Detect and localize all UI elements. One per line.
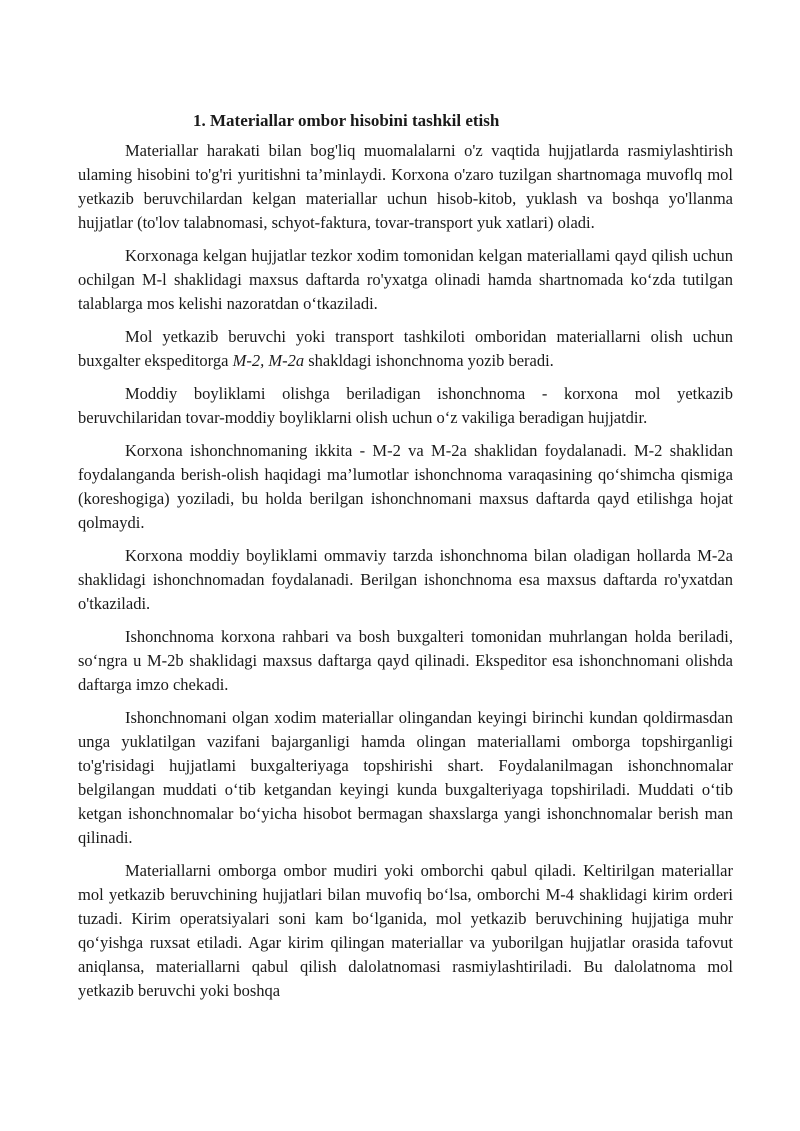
form-m2-label: M-2 <box>232 351 261 370</box>
paragraph-7: Ishonchnoma korxona rahbari va bosh buxgalteri tomonidan muhrlangan holda beriladi, so‘ngra u M-2b shaklidagi maxsus daftarga qayd qilinadi. Ekspeditor esa ishonchnomani olishda daftarga imzo chekadi. <box>78 627 733 694</box>
paragraph-3-text-after: shakldagi ishonchnoma yozib beradi. <box>304 351 554 370</box>
paragraph-8: Ishonchnomani olgan xodim materiallar olingandan keyingi birinchi kundan qoldirmasdan unga yuklatilgan vazifani bajarganligi hamda olingan materiallami omborga topshirganligi to'g'risidagi hujjatlami buxgalteriyaga topshirishi shart. Foydalanilmagan ishonchnomalar belgilangan muddati o‘tib ketgandan keyingi kunda buxgalteriyaga topshiriladi. Muddati o‘tib ketgan ishonchnomalar bo‘yicha hisobot bermagan shaxslarga yangi ishonchnomalar berish man qilinadi. <box>78 708 733 847</box>
paragraph-4: Moddiy boyliklami olishga beriladigan ishonchnoma - korxona mol yetkazib beruvchilaridan tovar-moddiy boyliklarni olish uchun o‘z vakiliga beradigan hujjatdir. <box>78 384 733 427</box>
form-separator: , <box>260 351 269 370</box>
form-m2a-label: M-2a <box>268 351 305 370</box>
paragraph-3-text-before: Mol yetkazib beruvchi yoki transport tashkiloti omboridan materiallarni olish uchun buxgalter ekspeditorga <box>78 327 733 370</box>
paragraph-2: Korxonaga kelgan hujjatlar tezkor xodim tomonidan kelgan materiallami qayd qilish uchun ochilgan M-l shaklidagi maxsus daftarda ro'yxatga olinadi hamda shartnomada ko‘zda tutilgan talablarga mos kelishi nazoratdan o‘tkaziladi. <box>78 246 733 313</box>
paragraph-5: Korxona ishonchnomaning ikkita - M-2 va M-2a shaklidan foydalanadi. M-2 shaklidan foydalanganda berish-olish haqidagi ma’lumotlar ishonchnoma varaqasining qo‘shimcha qismiga (koreshogiga) yoziladi, bu holda berilgan ishonchnomani maxsus daftarda qayd etilishga hojat qolmaydi. <box>78 441 733 532</box>
section-heading: 1. Materiallar ombor hisobini tashkil etish <box>193 111 500 130</box>
paragraph-1: Materiallar harakati bilan bog'liq muomalalarni o'z vaqtida hujjatlarda rasmiylashtirish ulaming hisobini to'g'ri yuritishni ta’minlaydi. Korxona o'zaro tuzilgan shartnomaga muvoflq mol yetkazib beruvchilardan kelgan materiallar uchun hisob-kitob, yuklash va boshqa yo'llanma hujjatlar (to'lov talabnomasi, schyot-faktura, tovar-transport yuk xatlari) oladi. <box>78 141 733 232</box>
paragraph-6: Korxona moddiy boyliklami ommaviy tarzda ishonchnoma bilan oladigan hollarda M-2a shaklidagi ishonchnomadan foydalanadi. Berilgan ishonchnoma esa maxsus daftarda ro'yxatdan o'tkaziladi. <box>78 546 733 613</box>
paragraph-3 <box>78 325 733 373</box>
document-page <box>78 109 733 1012</box>
paragraph-9: Materiallarni omborga ombor mudiri yoki omborchi qabul qiladi. Keltirilgan materiallar mol yetkazib beruvchining hujjatlari bilan muvofiq bo‘lsa, omborchi M-4 shaklidagi kirim orderi tuzadi. Kirim operatsiyalari soni kam bo‘lganida, mol yetkazib beruvchining hujjatiga muhr qo‘yishga ruxsat etiladi. Agar kirim qilingan materiallar va yuborilgan hujjatlar orasida tafovut aniqlansa, materiallarni qabul qilish dalolatnomasi rasmiylashtiriladi. Bu dalolatnoma mol yetkazib beruvchi yoki boshqa <box>78 861 733 1000</box>
